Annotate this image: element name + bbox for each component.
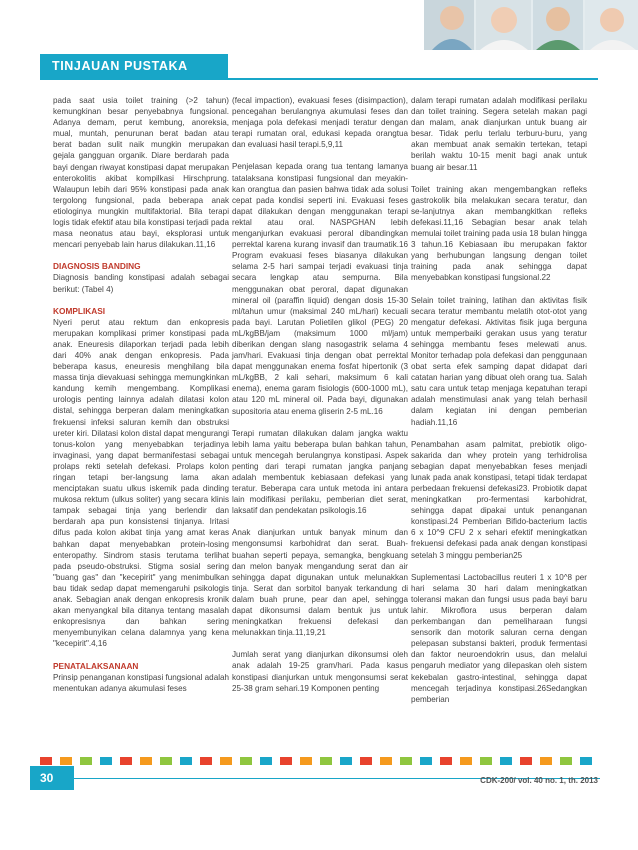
color-square [420, 757, 432, 765]
paragraph: Terapi rumatan dilakukan dalam jangka waktu lebih lama yaitu beberapa bulan bahkan tahun, untuk mencegah berulangnya konstipasi. Aspek penting dari terapi rumatan jangka panjang adalah membentuk kebiasaan defekasi yang teratur. Beberapa cara untuk metoda ini antara lain modifikasi perilaku, pemberian diet serat, laksatif dan pendekatan psikologis.16 [232, 428, 408, 516]
color-square [180, 757, 192, 765]
color-square [60, 757, 72, 765]
section-heading: PENATALAKSANAAN [53, 660, 139, 671]
paragraph: (fecal impaction), evakuasi feses (disimpaction), pencegahan berulangnya akumulasi feses dan menjaga pola defekasi menjadi teratur dengan terapi rumatan oral, edukasi kepada orangtua dan evaluasi hasil terapi.5,9,11 [232, 96, 408, 150]
text-column-3 [411, 95, 587, 716]
paragraph: Penambahan asam palmitat, prebiotik oligo-sakarida dan whey protein yang terhidrolisa sebagian dapat menyebabkan feses menjadi lunak pada anak konstipasi, tetapi tidak terdapat perbedaan frekuensi defekasi23. Probiotik dapat meningkatkan pro-fermentasi karbohidrat, sehingga dapat dipakai untuk penanganan konstipasi.24 Pemberian Bifido-bacterium lactis 6 x 10^9 CFU 2 x sehari efektif meningkatkan frekuensi defekasi pada anak dengan konstipasi setelah 3 minggu pemberian25 [411, 439, 587, 560]
paragraph: Suplementasi Lactobacillus reuteri 1 x 10^8 per hari selama 30 hari dalam meningkatkan toleransi makan dan fungsi usus pada bayi baru lahir. Mikroflora usus berperan dalam perkembangan dan pemeliharaan fungsi sensorik dan motorik saluran cerna dengan pelepasan substansi bakteri, produk fermentasi dan faktor neuroendokrin usus, dan melalui pengaruh mediator yang dilepaskan oleh sistem kekebalan gastro-intestinal, sehingga dapat mencegah terjadinya konstipasi.26Sedangkan pemberian [411, 572, 587, 704]
color-square [360, 757, 372, 765]
color-square [140, 757, 152, 765]
header-photo [424, 0, 638, 50]
journal-citation: CDK-200/ vol. 40 no. 1, th. 2013 [480, 776, 598, 785]
paragraph: Penjelasan kepada orang tua tentang lamanya tatalaksana konstipasi fungsional dan meyakin-kan orangtua dan pasien bahwa tidak ada solusi cepat pada kondisi seperti ini. Evakuasi feses dapat dilakukan dengan menggunakan terapi rektal atau oral. NASPGHAN lebih menganjurkan evakuasi peroral dibandingkan perrektal karena kurang invasif dan traumatik.16 Program evakuasi feses biasanya dilakukan selama 2-5 hari sampai terjadi evakuasi tinja secara lengkap atau sempurna. Bila menggunakan obat peroral, dapat digunakan mineral oil (paraffin liquid) dengan dosis 15-30 ml/tahun umur (maksimal 240 mL/hari) kecuali pada bayi. Larutan Polietilen glikol (PEG) 20 mL/kgBB/jam (maksimum 1000 ml/jam) diberikan dengan slang nasogastrik selama 4 jam/hari. Evakuasi tinja dengan obat perrektal dapat menggunakan enema fosfat hipertonik (3 mL/kgBB, 2 kali sehari, maksimum 6 kali enema), enema garam fisiologis (600-1000 mL), atau 120 mL mineral oil. Pada bayi, digunakan supositoria atau enema gliserin 2-5 mL.16 [232, 162, 408, 416]
color-square [200, 757, 212, 765]
color-square [440, 757, 452, 765]
paragraph: Jumlah serat yang dianjurkan dikonsumsi oleh anak adalah 19-25 gram/hari. Pada kasus konstipasi dianjurkan untuk mengonsumsi serat 25-38 gram sehari.19 Komponen penting [232, 650, 408, 693]
header-divider [40, 78, 598, 80]
color-square [340, 757, 352, 765]
color-square [380, 757, 392, 765]
color-square [480, 757, 492, 765]
color-square [300, 757, 312, 765]
footer-color-squares [40, 757, 600, 765]
paragraph: Anak dianjurkan untuk banyak minum dan mengonsumsi karbohidrat dan serat. Buah-buahan seperti pepaya, semangka, bengkuang dan melon banyak mengandung serat dan air sehingga dapat digunakan untuk melunakkan tinja. Serat dan sorbitol banyak terkandung di dalam buah prune, pear dan apel, sehingga dapat dikonsumsi dalam bentuk jus untuk meningkatkan frekuensi defekasi dan melunakkan tinja.11,19,21 [232, 528, 408, 638]
color-square [100, 757, 112, 765]
paragraph: Toilet training akan mengembangkan refleks gastrokolik bila melakukan secara teratur, dan se-lanjutnya akan membangkitkan refleks defekasi.11,16 Sebagian besar anak telah memulai toilet training pada usia 18 bulan hingga 3 tahun.16 Kebiasaan ibu merupakan faktor yang berhubungan langsung dengan toilet training pada anak sehingga dapat menyebabkan konstipasi fungsional.22 [411, 184, 587, 283]
section-title: TINJAUAN PUSTAKA [52, 59, 188, 73]
color-square [40, 757, 52, 765]
paragraph: Prinsip penanganan konstipasi fungsional adalah menentukan adanya akumulasi feses [53, 672, 229, 693]
color-square [160, 757, 172, 765]
color-square [500, 757, 512, 765]
color-square [460, 757, 472, 765]
color-square [220, 757, 232, 765]
paragraph: Selain toilet training, latihan dan aktivitas fisik secara teratur membantu melatih otot-otot yang mengatur defekasi. Aktivitas fisik juga berguna untuk memperbaiki gerakan usus yang teratur sehingga membantu feses melewati anus. Monitor terhadap pola defekasi dan penggunaan obat serta efek samping dapat didapat dari catatan harian yang dibuat oleh orang tua. Salah satu cara untuk tetap menjaga kepatuhan terapi adalah menstimulasi anak yang telah berhasil dalam kegiatan ini dengan pemberian hadiah.11,16 [411, 295, 587, 427]
page-number: 30 [40, 771, 54, 785]
color-square [120, 757, 132, 765]
color-square [580, 757, 592, 765]
color-square [560, 757, 572, 765]
color-square [320, 757, 332, 765]
color-square [260, 757, 272, 765]
color-square [240, 757, 252, 765]
color-square [520, 757, 532, 765]
paragraph: pada saat usia toilet training (>2 tahun) kemungkinan besar penyebabnya fungsional. Adanya demam, perut kembung, anoreksia, mual, muntah, penurunan berat badan atau berat badan sulit naik mungkin merupakan gejala gangguan organik. Diare berdarah pada bayi dengan riwayat konstipasi dapat merupakan enterokolitis akibat kompilkasi Hirschprung. Walaupun lebih dari 95% konstipasi pada anak tergolong fungsional, pada beberapa anak etiologinya mungkin multifaktorial. Bila terapi logis tidak efektif atau bila konstipasi terjadi pada masa neonatus atau bayi, eksplorasi untuk mencari penyebab lain harus dilakukan.11,16 [53, 96, 229, 250]
color-square [540, 757, 552, 765]
section-heading: DIAGNOSIS BANDING [53, 261, 141, 272]
color-square [400, 757, 412, 765]
text-column-2 [232, 95, 408, 705]
paragraph: Nyeri perut atau rektum dan enkopresis merupakan komplikasi primer konstipasi pada anak. Eneuresis dilaporkan terjadi pada lebih dari 40% anak dengan enkopresis. Pada beberapa kasus, eneuresis menghilang bila massa tinja dievakuasi sehingga memungkinkan kandung kemih mengembang. Komplikasi urologis penting lainnya adalah dilatasi kolon distal, sehingga berperan dalam meningkatkan frekuensi infeksi saluran kemih dan obstruksi ureter kiri. Dilatasi kolon distal dapat mengurangi tonus-kolon yang menyebabkan terjadinya invaginasi, yang dapat bermanifestasi sebagai prolaps rekti setelah defekasi. Prolaps kolon ringan tetapi ber-langsung lama akan menciptakan suatu ulkus iskemik pada dinding mukosa rektum (ulkus soliter) yang secara klinis tampak sebagai tinja yang berlendir dan berdarah apa pun konsistensi tinjanya. Iritasi difus pada kolon akibat tinja yang amat keras bahkan dapat menyebabkan protein-losing enteropathy. Sindrom stasis terutama terlihat pada pseudo-obstruksi. Stigma sosial sering "buang gas" dan "kecepirit" yang menimbulkan bau tidak sedap dapat memengaruhi psikologis anak. Sebagian anak dengan enkopresis kronik akan menyangkal bila ditanya tentang masalah enkopresisnya dan bahkan sering menyembunyikan celana dalamnya yang kena "kecepirit".4,16 [53, 317, 229, 649]
color-square [280, 757, 292, 765]
paragraph: dalam terapi rumatan adalah modifikasi perilaku dan toilet training. Segera setelah makan pagi dan malam, anak dianjurkan untuk buang air besar. Tidak perlu terlalu terburu-buru, yang akan membuat anak semakin tertekan, tetapi berilah waktu 10-15 menit bagi anak untuk buang air besar.11 [411, 96, 587, 172]
paragraph: Diagnosis banding konstipasi adalah sebagai berikut: (Tabel 4) [53, 273, 229, 294]
section-heading: KOMPLIKASI [53, 305, 106, 316]
color-square [80, 757, 92, 765]
text-column-1 [53, 95, 229, 705]
